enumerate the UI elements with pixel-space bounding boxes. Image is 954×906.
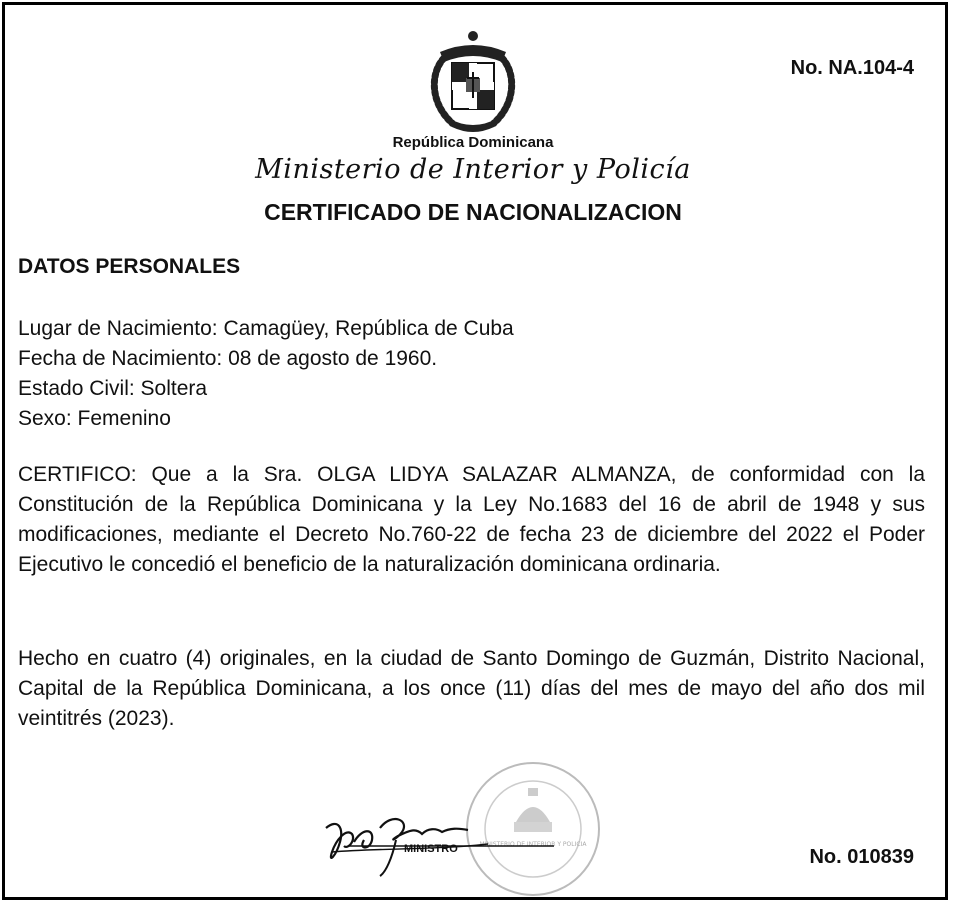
personal-data-heading: DATOS PERSONALES (18, 255, 241, 278)
seal-text: MINISTERIO DE INTERIOR Y POLICIA (479, 841, 587, 848)
serial-number: No. 010839 (809, 846, 914, 868)
minister-label: MINISTRO (404, 843, 458, 855)
birthdate-line: Fecha de Nacimiento: 08 de agosto de 1960. (18, 347, 438, 370)
sex-line: Sexo: Femenino (18, 407, 171, 430)
document-number: No. NA.104-4 (790, 57, 914, 79)
birthplace-line: Lugar de Nacimiento: Camagüey, República de Cuba (18, 317, 514, 340)
ministry-name: Ministerio de Interior y Policía (255, 154, 691, 185)
minister-signature (318, 798, 568, 878)
republic-name: República Dominicana (392, 134, 554, 151)
coat-of-arms-emblem (422, 28, 524, 134)
personal-data-list (18, 314, 514, 434)
certification-paragraph: CERTIFICO: Que a la Sra. OLGA LIDYA SALAZAR ALMANZA, de conformidad con la Constitución de la República Dominicana y la Ley No.1683 del 16 de abril de 1948 y sus modificaciones, mediante el Decreto No.760-22 de fecha 23 de diciembre del 2022 el Poder Ejecutivo le concedió el beneficio de la naturalización dominicana ordinaria. (18, 463, 925, 576)
issuance-paragraph: Hecho en cuatro (4) originales, en la ciudad de Santo Domingo de Guzmán, Distrito Nacional, Capital de la República Dominicana, a los once (11) días del mes de mayo del año dos mil veintitrés (2023). (18, 647, 925, 730)
certificate-title: CERTIFICADO DE NACIONALIZACION (264, 199, 682, 225)
civil-status-line: Estado Civil: Soltera (18, 377, 208, 400)
